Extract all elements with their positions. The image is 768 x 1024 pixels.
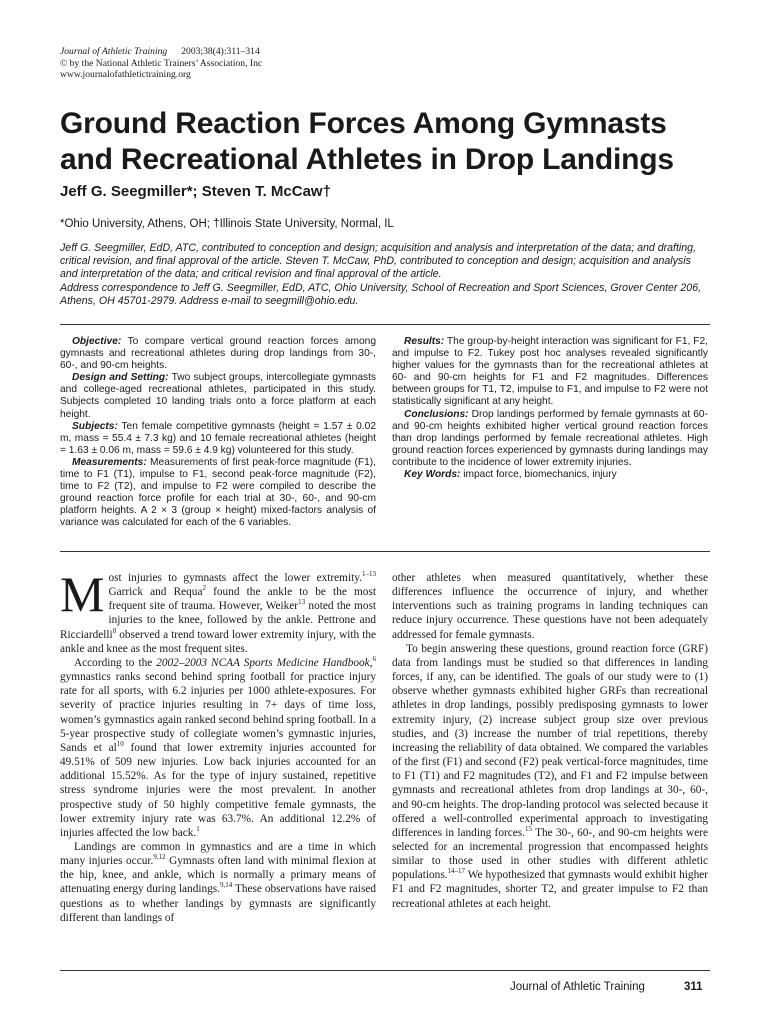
paragraph-ncaa: According to the 2002–2003 NCAA Sports Medicine Handbook,$^6$ gymnastics ranks second behind spring football for practice injury rate for all sports, with 6.2 injuries per 1000 athlete-exposures. For severity of practice injuries resulting in 7+ days of time loss, women’s gymnastics again ranked second behind spring football. In a 5-year prospective study of collegiate women’s gymnastic injuries, Sands et $al^{10}$ found that lower extremity injuries accounted for 49.51% of 509 new injuries. Low back injuries accounted for an additional 15.52%. As for the type of injury sustained, repetitive stress syndrome injuries were the most prevalent. In another prospective study of 50 highly competitive female gymnasts, the lower extremity injury rate was 63.7%. An additional 12.2% of injuries affected the low back.$^1$ bbox=[60, 655, 376, 839]
abstract-conclusions: Conclusions: Drop landings performed by female gymnasts at 60- and 90-cm heights exhibited higher vertical ground reaction forces than drop landings performed by female recreational athletes. High ground reaction forces experienced by gymnasts during landings may contribute to the incidence of lower extremity injuries. bbox=[392, 408, 708, 468]
title-line-1: Ground Reaction Forces Among Gymnasts bbox=[60, 107, 667, 140]
copyright: © by the National Athletic Trainers’ Association, Inc bbox=[60, 57, 263, 69]
article-title bbox=[60, 106, 720, 178]
abstract-measurements: Measurements: Measurements of first peak-force magnitude (F1), time to F1 (T1), impulse to F1, second peak-force magnitude (F2), time to F2 (T2), and impulse to F2 were compiled to describe the ground reaction force profile for each trial at 30-, 60-, and 90-cm platform heights. A 2 × 3 (group × height) mixed-factors analysis of variance was calculated for each of the 6 variables. bbox=[60, 456, 376, 529]
divider-top bbox=[60, 324, 710, 325]
body-right-column bbox=[392, 571, 708, 911]
paragraph-goals: To begin answering these questions, ground reaction force (GRF) data from landings must be studied so that differences in landing forces, if any, can be identified. The goals of our study were to (1) observe whether gymnasts exhibited higher GRFs than recreational athletes in drop landings, possibly predisposing gymnasts to lower extremity injury, (2) increase subject group size over previous studies, and (3) increase the number of trial repetitions, thereby increasing the reliability of data obtained. We compared the variables of the first (F1) and second (F2) peak vertical-force magnitudes, time to F1 (T1) and F2 magnitudes (T2), and F1 and F2 impulse between gymnasts and recreational athletes from drop landings at 30-, 60-, and 90-cm heights. The drop-landing protocol was selected because it offered a well-controlled experimental approach to investigating differences in landing forces.$^{15}$ The 30-, 60-, and 90-cm heights were selected for an incremental progression that encompassed heights similar to those used in other studies with different athletic populations.$^{14-17}$ We hypothesized that gymnasts would exhibit higher F1 and F2 magnitudes, shorter T2, and greater impulse to F2 than recreational athletes at each height. bbox=[392, 642, 708, 910]
body-left-column bbox=[60, 566, 377, 925]
correspondence: Address correspondence to Jeff G. Seegmiller, EdD, ATC, Ohio University, School of Recreation and Sport Sciences, Grover Center 206, Athens, OH 45701-2979. Address e-mail to seegmill@ohio.edu. bbox=[60, 281, 702, 307]
paragraph-landings: Landings are common in gymnastics and are a time in which many injuries occur.$^{9,12}$ Gymnasts often land with minimal flexion at the hip, knee, and ankle, which is normally a primary means of attenuating energy during landings.$^{9,14}$ These observations have raised questions as to whether landings by gymnasts are significantly different than landings of bbox=[60, 840, 377, 924]
author-notes bbox=[60, 242, 710, 308]
abstract-left-column bbox=[60, 336, 376, 530]
divider-footer bbox=[60, 970, 710, 971]
authors: Jeff G. Seegmiller*; Steven T. McCaw† bbox=[60, 183, 331, 200]
paragraph-intro: Most injuries to gymnasts affect the lower extremity.$^{1-13}$ Garrick and Requa$^2$ found the ankle to be the most frequent site of trauma. However, Weiker$^{13}$ noted the most injuries to the knee, followed by the ankle. Pettrone and Ricciardelli$^8$ observed a trend toward lower extremity injury, with the ankle and knee as the most frequent sites. bbox=[60, 566, 377, 655]
paragraph-continued: other athletes when measured quantitatively, whether these differences influence the occurrence of injury, and whether interventions such as training programs in landing techniques can reduce injury occurrence. These questions have not been adequately addressed for female gymnasts. bbox=[392, 572, 708, 641]
title-line-2: and Recreational Athletes in Drop Landings bbox=[60, 143, 674, 176]
contributions: Jeff G. Seegmiller, EdD, ATC, contributed to conception and design; acquisition and analysis and interpretation of the data; and drafting, critical revision, and final approval of the article. Steven T. McCaw, PhD, contributed to conception and design; acquisition and analysis and interpretation of the data; and critical revision and final approval of the article. bbox=[60, 242, 697, 281]
journal-name: Journal of Athletic Training bbox=[60, 46, 168, 57]
page-number: 311 bbox=[684, 981, 703, 993]
footer-journal: Journal of Athletic Training bbox=[510, 981, 645, 993]
citation: 2003;38(4):311–314 bbox=[181, 46, 260, 57]
abstract-subjects: Subjects: Ten female competitive gymnasts (height = 1.57 ± 0.02 m, mass = 55.4 ± 7.3 kg) and 10 female recreational athletes (height = 1.63 ± 0.06 m, mass = 59.6 ± 4.9 kg) volunteered for this study. bbox=[60, 420, 376, 456]
abstract-objective: Objective: To compare vertical ground reaction forces among gymnasts and recreational athletes during drop landings from 30-, 60-, and 90-cm heights. bbox=[60, 336, 376, 372]
journal-url[interactable]: www.journalofathletictraining.org bbox=[60, 69, 191, 81]
masthead bbox=[60, 46, 660, 81]
divider-middle bbox=[60, 551, 710, 552]
abstract-right-column bbox=[392, 336, 708, 481]
drop-cap: M bbox=[60, 566, 105, 622]
abstract-design: Design and Setting: Two subject groups, intercollegiate gymnasts and college-aged recreational athletes, participated in this study. Subjects completed 10 landing trials onto a force platform at each height. bbox=[60, 372, 377, 420]
abstract-keywords: Key Words: impact force, biomechanics, injury bbox=[404, 469, 617, 481]
abstract-results: Results: The group-by-height interaction was significant for F1, F2, and impulse to F2. Tukey post hoc analyses revealed significantly higher values for the gymnasts than for the recreational athletes at 60- and 90-cm heights for F1 and F2 magnitudes. Differences between groups for T1, T2, impulse to F1, and impulse to F2 were not statistically significant at any height. bbox=[392, 336, 708, 408]
affiliations: *Ohio University, Athens, OH; †Illinois State University, Normal, IL bbox=[60, 218, 394, 230]
